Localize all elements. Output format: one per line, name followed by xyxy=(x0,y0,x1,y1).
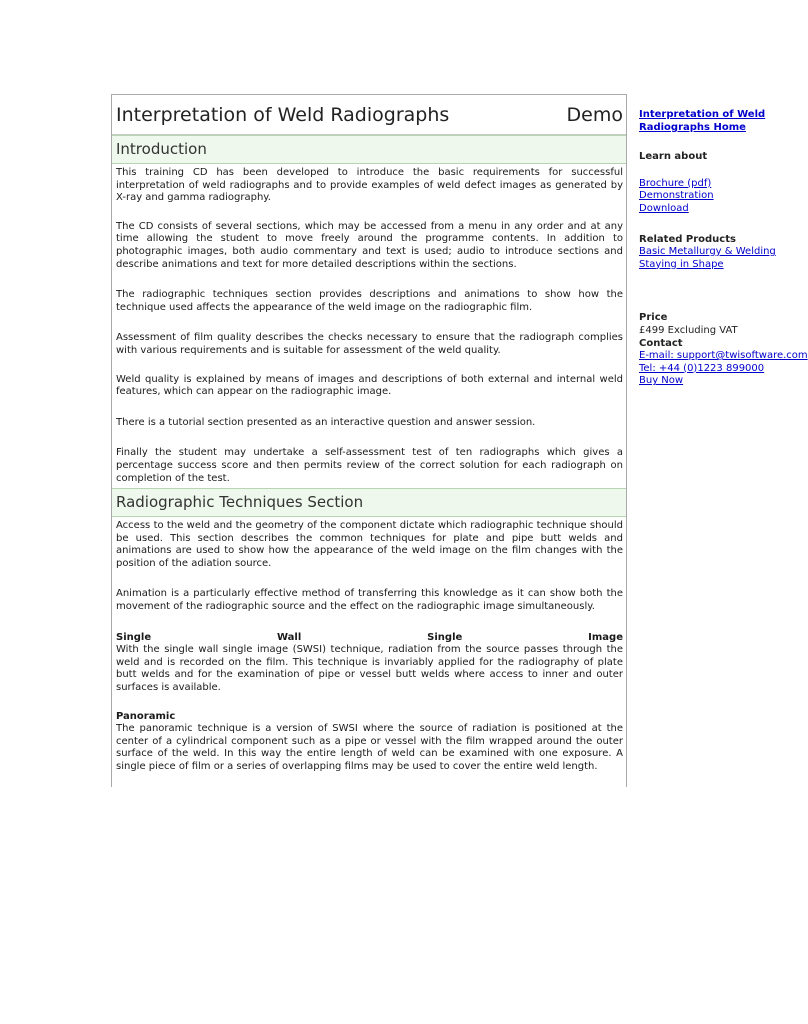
swsi-heading-word: Single xyxy=(427,631,463,643)
swsi-heading-word: Single xyxy=(116,631,152,643)
introduction-section xyxy=(112,164,626,485)
home-link-line-2: Radiographs Home xyxy=(639,121,746,133)
intro-paragraph: The radiographic techniques section provides descriptions and animations to show how the technique used affects the appearance of the weld image on the radiographic film. xyxy=(116,289,623,313)
home-link-line-1: Interpretation of Weld xyxy=(639,109,766,120)
page-title: Interpretation of Weld Radiographs xyxy=(116,103,450,126)
price-label: Price xyxy=(639,312,668,324)
section-heading-radiographic-techniques: Radiographic Techniques Section xyxy=(112,488,626,517)
buy-now-link[interactable]: Buy Now xyxy=(639,375,684,387)
swsi-subheading xyxy=(116,632,623,645)
swsi-paragraph: With the single wall single image (SWSI) technique, radiation from the source passes through the weld and is recorded on the film. This technique is invariably applied for the radiography of plate butt welds and for the examination of pipe or vessel butt welds where access to inner and outer surfaces is available. xyxy=(116,644,623,694)
contact-label: Contact xyxy=(639,337,683,349)
related-product-link[interactable]: Staying in Shape xyxy=(639,258,724,270)
swsi-heading-word: Wall xyxy=(277,631,302,643)
panoramic-subheading: Panoramic xyxy=(116,710,176,722)
related-products-label: Related Products xyxy=(639,233,736,245)
brochure-link[interactable]: Brochure (pdf) xyxy=(639,177,712,189)
demonstration-link[interactable]: Demonstration xyxy=(639,190,714,202)
sidebar xyxy=(639,109,808,388)
product-home-link[interactable] xyxy=(639,109,768,134)
demo-badge: Demo xyxy=(566,103,623,126)
phone-link[interactable]: Tel: +44 (0)1223 899000 xyxy=(639,362,765,374)
intro-paragraph: Assessment of film quality describes the checks necessary to ensure that the radiograph complies with various requirements and is suitable for assessment of the weld quality. xyxy=(116,332,623,356)
related-product-link[interactable]: Basic Metallurgy & Welding xyxy=(639,246,776,258)
email-link[interactable]: E-mail: support@twisoftware.com xyxy=(639,350,808,362)
download-link[interactable]: Download xyxy=(639,202,689,214)
radiographic-techniques-section xyxy=(112,517,626,774)
page-header xyxy=(112,95,626,135)
techniques-paragraph: Access to the weld and the geometry of the component dictate which radiographic technique should be used. This section describes the common techniques for plate and pipe butt welds and animations are used to show how the appearance of the weld image on the film changes with the position of the adiation source. xyxy=(116,520,623,569)
intro-paragraph: Finally the student may undertake a self-assessment test of ten radiographs which gives a percentage success score and then permits review of the correct solution for each radiograph on completion of the test. xyxy=(116,447,623,484)
intro-paragraph: There is a tutorial section presented as an interactive question and answer session. xyxy=(116,416,536,428)
price-value: £499 Excluding VAT xyxy=(639,324,738,336)
intro-paragraph: This training CD has been developed to introduce the basic requirements for successful interpretation of weld radiographs and to provide examples of weld defect images as generated by X-ray and gamma radiography. xyxy=(116,167,623,204)
intro-paragraph: Weld quality is explained by means of images and descriptions of both external and internal weld features, which can appear on the radiographic image. xyxy=(116,373,623,398)
section-heading-introduction: Introduction xyxy=(112,135,626,164)
intro-paragraph: The CD consists of several sections, which may be accessed from a menu in any order and at any time allowing the student to move freely around the programme contents. In addition to photographic images, both audio commentary and text is used; audio to introduce sections and describe animations and text for more detailed descriptions within the sections. xyxy=(116,220,623,270)
main-content-panel xyxy=(111,94,627,787)
panoramic-paragraph: The panoramic technique is a version of SWSI where the source of radiation is positioned at the center of a cylindrical component such as a pipe or vessel with the film wrapped around the outer surface of the weld. In this way the entire length of weld can be examined with one exposure. A single piece of film or a series of overlapping films may be used to cover the entire weld length. xyxy=(116,723,623,772)
learn-about-label: Learn about xyxy=(639,151,708,163)
swsi-heading-word: Image xyxy=(588,631,623,643)
techniques-paragraph: Animation is a particularly effective method of transferring this knowledge as it can show both the movement of the radiographic source and the effect on the radiographic image simultaneously. xyxy=(116,588,623,613)
